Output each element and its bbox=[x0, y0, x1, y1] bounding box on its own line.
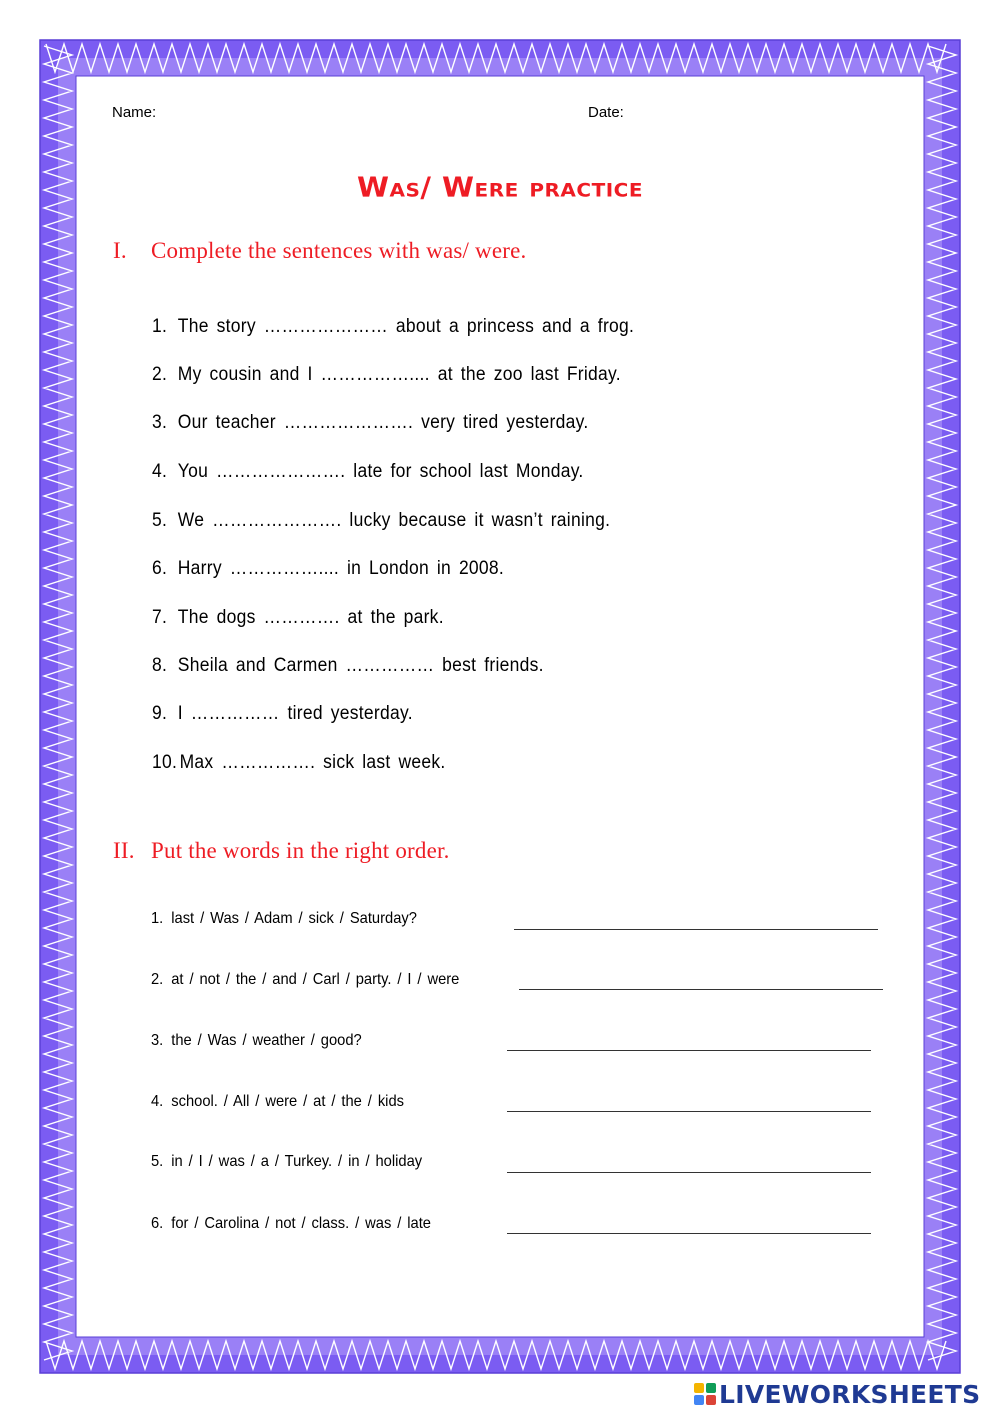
sentence-item bbox=[152, 412, 588, 434]
order-item bbox=[151, 1032, 362, 1050]
item-number: 2. bbox=[151, 971, 164, 988]
sentence-text: We …………………. lucky because it wasn’t raining. bbox=[177, 510, 611, 531]
page-title: Was/ Were practice bbox=[356, 170, 643, 204]
sentence-item bbox=[152, 364, 621, 386]
name-label: Name: bbox=[112, 104, 157, 121]
liveworksheets-wordmark: LIVEWORKSHEETS bbox=[719, 1379, 981, 1409]
order-item bbox=[151, 1215, 431, 1233]
answer-line[interactable] bbox=[514, 929, 878, 930]
item-number: 5. bbox=[151, 1153, 164, 1170]
sentence-item bbox=[152, 316, 634, 338]
sentence-item bbox=[152, 655, 544, 677]
sentence-item bbox=[152, 461, 584, 483]
answer-line[interactable] bbox=[507, 1172, 871, 1173]
item-number: 1. bbox=[152, 316, 168, 337]
answer-line[interactable] bbox=[507, 1233, 871, 1234]
sentence-item bbox=[152, 752, 445, 774]
item-number: 2. bbox=[152, 364, 168, 385]
date-label: Date: bbox=[588, 104, 624, 121]
liveworksheets-logo-icon bbox=[694, 1383, 716, 1405]
sentence-text: Our teacher …………………. very tired yesterday. bbox=[177, 412, 589, 433]
item-number: 5. bbox=[152, 510, 168, 531]
scrambled-words: school. / All / were / at / the / kids bbox=[171, 1093, 404, 1110]
item-number: 3. bbox=[152, 412, 168, 433]
sentence-item bbox=[152, 703, 413, 725]
sentence-item bbox=[152, 510, 610, 532]
sentence-item bbox=[152, 558, 504, 580]
scrambled-words: last / Was / Adam / sick / Saturday? bbox=[171, 910, 417, 927]
item-number: 8. bbox=[152, 655, 168, 676]
sentence-text: The story ………………… about a princess and a frog. bbox=[177, 316, 635, 337]
sentence-text: You …………………. late for school last Monday. bbox=[177, 461, 584, 482]
section-2-heading bbox=[113, 838, 450, 864]
section-1-number: I. bbox=[113, 238, 127, 263]
scrambled-words: the / Was / weather / good? bbox=[171, 1032, 362, 1049]
item-number: 4. bbox=[152, 461, 168, 482]
item-number: 9. bbox=[152, 703, 168, 724]
liveworksheets-watermark[interactable] bbox=[694, 1380, 980, 1408]
answer-line[interactable] bbox=[519, 989, 883, 990]
item-number: 7. bbox=[152, 607, 168, 628]
answer-line[interactable] bbox=[507, 1111, 871, 1112]
sentence-text: My cousin and I …………….... at the zoo last Friday. bbox=[177, 364, 621, 385]
section-2-heading-text: Put the words in the right order. bbox=[151, 838, 450, 863]
section-1-heading bbox=[113, 238, 527, 264]
order-item bbox=[151, 971, 459, 989]
section-1-heading-text: Complete the sentences with was/ were. bbox=[151, 238, 527, 263]
section-2-number: II. bbox=[113, 838, 135, 863]
item-number: 10. bbox=[152, 752, 178, 773]
item-number: 6. bbox=[151, 1215, 164, 1232]
sentence-item bbox=[152, 607, 444, 629]
item-number: 4. bbox=[151, 1093, 164, 1110]
item-number: 3. bbox=[151, 1032, 164, 1049]
scrambled-words: in / I / was / a / Turkey. / in / holiday bbox=[171, 1153, 423, 1170]
order-item bbox=[151, 1093, 404, 1111]
scrambled-words: for / Carolina / not / class. / was / late bbox=[171, 1215, 431, 1232]
answer-line[interactable] bbox=[507, 1050, 871, 1051]
sentence-text: Harry …………….... in London in 2008. bbox=[177, 558, 505, 579]
item-number: 6. bbox=[152, 558, 168, 579]
scrambled-words: at / not / the / and / Carl / party. / I / were bbox=[171, 971, 460, 988]
sentence-text: Sheila and Carmen …………… best friends. bbox=[177, 655, 544, 676]
item-number: 1. bbox=[151, 910, 164, 927]
order-item bbox=[151, 910, 417, 928]
sentence-text: I …………… tired yesterday. bbox=[177, 703, 413, 724]
order-item bbox=[151, 1153, 422, 1171]
sentence-text: Max ……………. sick last week. bbox=[179, 752, 446, 773]
sentence-text: The dogs …………. at the park. bbox=[177, 607, 444, 628]
